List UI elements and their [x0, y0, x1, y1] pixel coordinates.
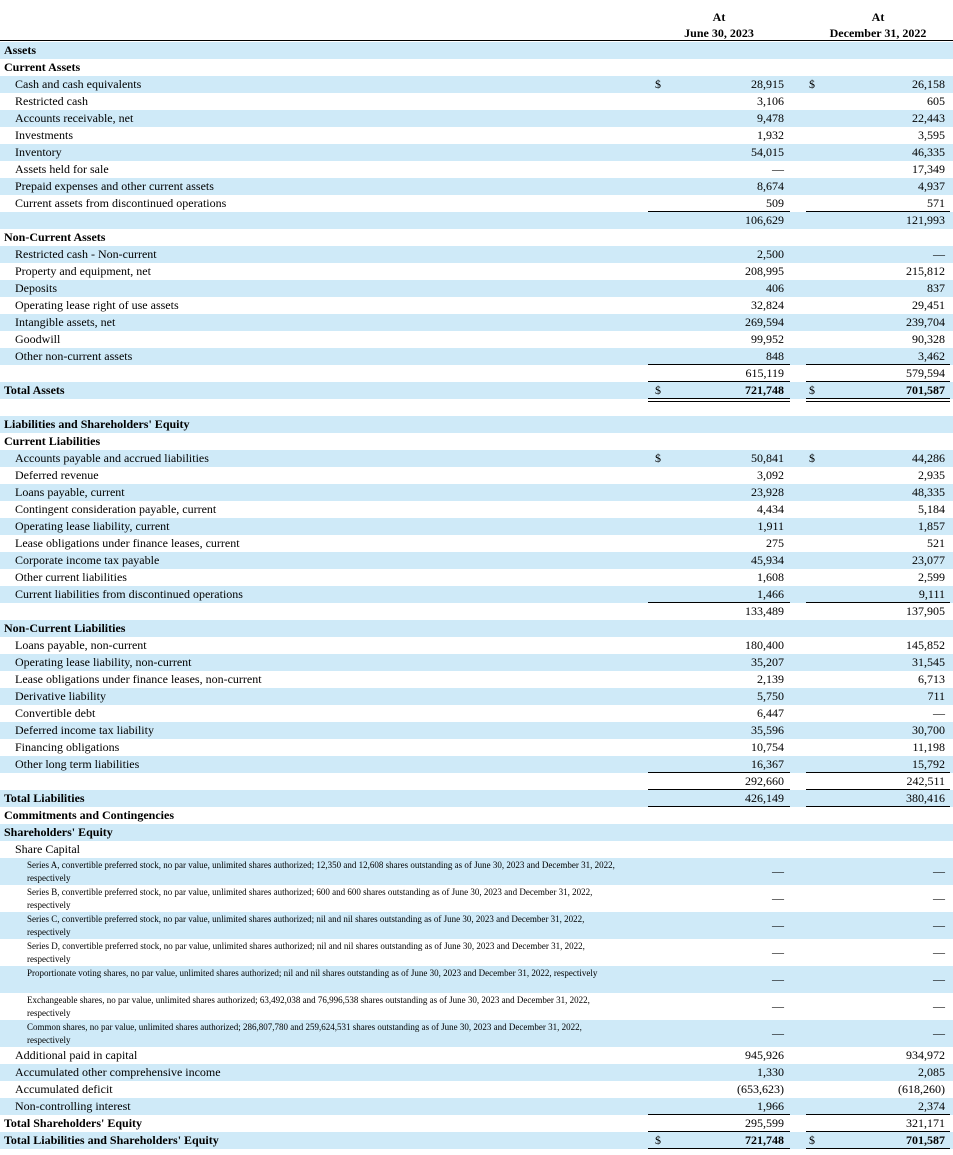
value-december-2022: —	[933, 891, 945, 905]
row-label: Loans payable, current	[15, 485, 125, 499]
row-label: Current assets from discontinued operations	[15, 196, 227, 210]
value-december-2022: 22,443	[912, 111, 945, 125]
row-restricted-cash	[0, 93, 953, 110]
row-label: Total Liabilities	[4, 791, 85, 805]
section-heading-liabilities-and-equity	[0, 416, 953, 433]
value-june-2023: 945,926	[745, 1048, 784, 1062]
currency-symbol: $	[809, 383, 815, 397]
row-deposits	[0, 280, 953, 297]
value-june-2023: 35,596	[751, 723, 784, 737]
row-deferred-revenue	[0, 467, 953, 484]
currency-symbol: $	[655, 451, 661, 465]
row-label: Prepaid expenses and other current assets	[15, 179, 214, 193]
value-june-2023: —	[772, 162, 784, 176]
row-label: Contingent consideration payable, current	[15, 502, 217, 516]
row-operating-lease-rou-assets	[0, 297, 953, 314]
value-june-2023: 721,748	[745, 383, 784, 397]
row-accounts-payable	[0, 450, 953, 467]
column-header-at-label: At	[871, 10, 885, 24]
row-label: Exchangeable shares, no par value, unlimited shares authorized; 63,492,038 and 76,996,538 shares outstanding as of June 30, 2023 and December 31, 2022, respectively	[27, 995, 590, 1018]
row-label: Series B, convertible preferred stock, no par value, unlimited shares authorized; 600 and 600 shares outstanding as of June 30, 2023 and December 31, 2022, respectively	[27, 887, 593, 910]
row-prepaid-expenses	[0, 178, 953, 195]
value-december-2022: (618,260)	[898, 1082, 945, 1096]
value-june-2023: 133,489	[745, 604, 784, 618]
row-label: Series A, convertible preferred stock, no par value, unlimited shares authorized; 12,350 and 12,608 shares outstanding as of June 30, 2023 and December 31, 2022, respectively	[27, 860, 615, 883]
row-label: Deferred revenue	[15, 468, 99, 482]
value-june-2023: 28,915	[751, 77, 784, 91]
value-june-2023: —	[772, 918, 784, 932]
row-total-shareholders-equity	[0, 1115, 953, 1132]
row-label: Additional paid in capital	[15, 1048, 138, 1062]
row-label: Operating lease right of use assets	[15, 298, 179, 312]
column-header-december-2022	[806, 9, 950, 41]
row-label: Total Liabilities and Shareholders' Equity	[4, 1133, 219, 1147]
row-label: Assets	[4, 43, 36, 57]
row-label: Restricted cash - Non-current	[15, 247, 157, 261]
value-december-2022: —	[933, 1026, 945, 1040]
value-december-2022: 121,993	[906, 213, 945, 227]
row-label: Convertible debt	[15, 706, 96, 720]
value-december-2022: —	[933, 999, 945, 1013]
value-june-2023: 180,400	[745, 638, 784, 652]
value-december-2022: 137,905	[906, 604, 945, 618]
row-label: Financing obligations	[15, 740, 120, 754]
row-current-assets-discontinued	[0, 195, 953, 212]
row-series-a-preferred	[0, 858, 953, 885]
currency-symbol: $	[655, 77, 661, 91]
column-header	[0, 9, 953, 41]
value-december-2022: 44,286	[912, 451, 945, 465]
value-june-2023: 10,754	[751, 740, 784, 754]
row-additional-paid-in-capital	[0, 1047, 953, 1064]
value-december-2022: 934,972	[906, 1048, 945, 1062]
value-december-2022: 15,792	[912, 757, 945, 771]
row-label: Commitments and Contingencies	[4, 808, 174, 822]
row-label: Current liabilities from discontinued operations	[15, 587, 243, 601]
value-december-2022: 521	[927, 536, 945, 550]
row-finance-lease-non-current	[0, 671, 953, 688]
value-june-2023: 3,106	[757, 94, 784, 108]
row-finance-lease-current	[0, 535, 953, 552]
value-june-2023: 32,824	[751, 298, 784, 312]
value-december-2022: 321,171	[906, 1116, 945, 1130]
value-june-2023: 23,928	[751, 485, 784, 499]
value-june-2023: 106,629	[745, 213, 784, 227]
value-december-2022: 380,416	[906, 791, 945, 805]
value-december-2022: 701,587	[906, 383, 945, 397]
row-label: Accounts receivable, net	[15, 111, 134, 125]
value-december-2022: 239,704	[906, 315, 945, 329]
row-label: Non-Current Assets	[4, 230, 106, 244]
subsection-heading-current-assets	[0, 59, 953, 76]
value-june-2023: 5,750	[757, 689, 784, 703]
value-june-2023: 269,594	[745, 315, 784, 329]
row-label: Total Assets	[4, 383, 65, 397]
row-label: Property and equipment, net	[15, 264, 151, 278]
value-december-2022: 2,085	[918, 1065, 945, 1079]
value-june-2023: 6,447	[757, 706, 784, 720]
spacer-row	[0, 399, 953, 416]
row-total-assets	[0, 382, 953, 399]
row-contingent-consideration	[0, 501, 953, 518]
row-cash-and-cash-equivalents	[0, 76, 953, 93]
value-december-2022: 2,935	[918, 468, 945, 482]
value-june-2023: —	[772, 972, 784, 986]
row-label: Intangible assets, net	[15, 315, 116, 329]
value-december-2022: —	[933, 706, 945, 720]
value-december-2022: 242,511	[906, 774, 945, 788]
value-june-2023: —	[772, 891, 784, 905]
row-proportionate-voting-shares	[0, 966, 953, 993]
value-june-2023: —	[772, 1026, 784, 1040]
currency-symbol: $	[655, 383, 661, 397]
row-label: Series D, convertible preferred stock, no par value, unlimited shares authorized; nil and nil shares outstanding as of June 30, 2023 and December 31, 2022, respectively	[27, 941, 585, 964]
row-commitments-and-contingencies	[0, 807, 953, 824]
row-total-liabilities	[0, 790, 953, 807]
value-december-2022: 4,937	[918, 179, 945, 193]
row-label: Investments	[15, 128, 73, 142]
underline	[648, 1148, 790, 1149]
row-label: Other non-current assets	[15, 349, 133, 363]
value-june-2023: 615,119	[745, 366, 784, 380]
value-june-2023: 1,966	[757, 1099, 784, 1113]
value-december-2022: —	[933, 864, 945, 878]
row-deferred-income-tax	[0, 722, 953, 739]
row-label: Assets held for sale	[15, 162, 109, 176]
value-june-2023: —	[772, 864, 784, 878]
value-june-2023: 292,660	[745, 774, 784, 788]
value-december-2022: 2,374	[918, 1099, 945, 1113]
value-june-2023: (653,623)	[737, 1082, 784, 1096]
row-current-liabilities-subtotal	[0, 603, 953, 620]
row-label: Loans payable, non-current	[15, 638, 147, 652]
value-december-2022: 579,594	[906, 366, 945, 380]
subsection-heading-current-liabilities	[0, 433, 953, 450]
row-accounts-receivable	[0, 110, 953, 127]
value-december-2022: 605	[927, 94, 945, 108]
value-december-2022: 29,451	[912, 298, 945, 312]
row-accumulated-deficit	[0, 1081, 953, 1098]
row-common-shares	[0, 1020, 953, 1047]
value-june-2023: 35,207	[751, 655, 784, 669]
row-total-liabilities-and-equity	[0, 1132, 953, 1149]
value-december-2022: 30,700	[912, 723, 945, 737]
row-exchangeable-shares	[0, 993, 953, 1020]
value-june-2023: 426,149	[745, 791, 784, 805]
value-december-2022: 145,852	[906, 638, 945, 652]
value-december-2022: 1,857	[918, 519, 945, 533]
value-june-2023: 1,330	[757, 1065, 784, 1079]
value-june-2023: 208,995	[745, 264, 784, 278]
section-heading-assets	[0, 42, 953, 59]
value-june-2023: 99,952	[751, 332, 784, 346]
row-loans-payable-non-current	[0, 637, 953, 654]
row-accumulated-other-comprehensive-income	[0, 1064, 953, 1081]
value-june-2023: 45,934	[751, 553, 784, 567]
statement-rows	[0, 42, 953, 1149]
row-label: Liabilities and Shareholders' Equity	[4, 417, 190, 431]
value-june-2023: —	[772, 945, 784, 959]
row-label: Non-controlling interest	[15, 1099, 131, 1113]
row-label: Goodwill	[15, 332, 61, 346]
row-assets-held-for-sale	[0, 161, 953, 178]
value-december-2022: 31,545	[912, 655, 945, 669]
row-label: Accumulated deficit	[15, 1082, 113, 1096]
row-series-c-preferred	[0, 912, 953, 939]
value-june-2023: 406	[766, 281, 784, 295]
row-other-long-term-liabilities	[0, 756, 953, 773]
value-december-2022: 3,595	[918, 128, 945, 142]
row-label: Deferred income tax liability	[15, 723, 154, 737]
row-derivative-liability	[0, 688, 953, 705]
value-june-2023: 50,841	[751, 451, 784, 465]
column-header-at-label: At	[712, 10, 726, 24]
row-label: Operating lease liability, non-current	[15, 655, 192, 669]
value-june-2023: 848	[766, 349, 784, 363]
row-investments	[0, 127, 953, 144]
value-december-2022: 9,111	[918, 587, 945, 601]
row-non-controlling-interest	[0, 1098, 953, 1115]
row-current-assets-subtotal	[0, 212, 953, 229]
row-label: Deposits	[15, 281, 57, 295]
value-december-2022: —	[933, 918, 945, 932]
row-label: Share Capital	[15, 842, 80, 856]
column-header-date: June 30, 2023	[684, 26, 754, 40]
column-header-june-2023	[648, 9, 790, 41]
row-label: Shareholders' Equity	[4, 825, 113, 839]
row-inventory	[0, 144, 953, 161]
subsection-heading-share-capital	[0, 841, 953, 858]
row-label: Lease obligations under finance leases, current	[15, 536, 240, 550]
row-corporate-income-tax	[0, 552, 953, 569]
row-label: Cash and cash equivalents	[15, 77, 142, 91]
row-label: Total Shareholders' Equity	[4, 1116, 143, 1130]
value-june-2023: 1,911	[757, 519, 784, 533]
subsection-heading-shareholders-equity	[0, 824, 953, 841]
value-december-2022: 701,587	[906, 1133, 945, 1147]
value-june-2023: 295,599	[745, 1116, 784, 1130]
row-convertible-debt	[0, 705, 953, 722]
value-december-2022: 11,198	[912, 740, 945, 754]
column-header-date: December 31, 2022	[829, 26, 927, 40]
row-label: Accumulated other comprehensive income	[15, 1065, 221, 1079]
row-loans-payable-current	[0, 484, 953, 501]
value-december-2022: 23,077	[912, 553, 945, 567]
value-december-2022: 3,462	[918, 349, 945, 363]
value-december-2022: 215,812	[906, 264, 945, 278]
value-june-2023: 3,092	[757, 468, 784, 482]
row-label: Non-Current Liabilities	[4, 621, 126, 635]
value-june-2023: 2,500	[757, 247, 784, 261]
row-restricted-cash-non-current	[0, 246, 953, 263]
row-label: Lease obligations under finance leases, non-current	[15, 672, 262, 686]
value-december-2022: —	[933, 972, 945, 986]
currency-symbol: $	[809, 77, 815, 91]
row-current-liabilities-discontinued	[0, 586, 953, 603]
row-intangible-assets	[0, 314, 953, 331]
value-june-2023: 1,932	[757, 128, 784, 142]
value-december-2022: 46,335	[912, 145, 945, 159]
row-non-current-assets-subtotal	[0, 365, 953, 382]
value-december-2022: 48,335	[912, 485, 945, 499]
row-other-non-current-assets	[0, 348, 953, 365]
value-december-2022: 571	[927, 196, 945, 210]
value-december-2022: 26,158	[912, 77, 945, 91]
value-december-2022: 711	[927, 689, 945, 703]
value-december-2022: —	[933, 945, 945, 959]
subsection-heading-non-current-liabilities	[0, 620, 953, 637]
subsection-heading-non-current-assets	[0, 229, 953, 246]
row-goodwill	[0, 331, 953, 348]
value-december-2022: —	[933, 247, 945, 261]
value-december-2022: 837	[927, 281, 945, 295]
row-label: Derivative liability	[15, 689, 106, 703]
currency-symbol: $	[809, 1133, 815, 1147]
value-june-2023: 1,608	[757, 570, 784, 584]
value-june-2023: 1,466	[757, 587, 784, 601]
row-label: Proportionate voting shares, no par value, unlimited shares authorized; nil and nil shares outstanding as of June 30, 2023 and December 31, 2022, respectively	[27, 968, 598, 978]
value-june-2023: 4,434	[757, 502, 784, 516]
value-december-2022: 90,328	[912, 332, 945, 346]
row-other-current-liabilities	[0, 569, 953, 586]
row-label: Restricted cash	[15, 94, 88, 108]
row-label: Series C, convertible preferred stock, no par value, unlimited shares authorized; nil and nil shares outstanding as of June 30, 2023 and December 31, 2022, respectively	[27, 914, 585, 937]
value-june-2023: 8,674	[757, 179, 784, 193]
row-operating-lease-liability-non-current	[0, 654, 953, 671]
value-june-2023: 9,478	[757, 111, 784, 125]
row-label: Corporate income tax payable	[15, 553, 160, 567]
value-june-2023: 721,748	[745, 1133, 784, 1147]
row-financing-obligations	[0, 739, 953, 756]
value-june-2023: 275	[766, 536, 784, 550]
value-december-2022: 5,184	[918, 502, 945, 516]
underline	[806, 1148, 950, 1149]
currency-symbol: $	[809, 451, 815, 465]
value-june-2023: 509	[766, 196, 784, 210]
row-label: Inventory	[15, 145, 62, 159]
row-series-d-preferred	[0, 939, 953, 966]
row-series-b-preferred	[0, 885, 953, 912]
currency-symbol: $	[655, 1133, 661, 1147]
row-operating-lease-liability-current	[0, 518, 953, 535]
row-label: Operating lease liability, current	[15, 519, 170, 533]
row-label: Current Assets	[4, 60, 81, 74]
header-rule	[0, 40, 953, 41]
value-december-2022: 17,349	[912, 162, 945, 176]
row-non-current-liabilities-subtotal	[0, 773, 953, 790]
value-december-2022: 6,713	[918, 672, 945, 686]
row-property-and-equipment	[0, 263, 953, 280]
row-label: Other long term liabilities	[15, 757, 140, 771]
value-december-2022: 2,599	[918, 570, 945, 584]
value-june-2023: —	[772, 999, 784, 1013]
value-june-2023: 54,015	[751, 145, 784, 159]
row-label: Accounts payable and accrued liabilities	[15, 451, 209, 465]
row-label: Other current liabilities	[15, 570, 127, 584]
row-label: Common shares, no par value, unlimited shares authorized; 286,807,780 and 259,624,531 shares outstanding as of June 30, 2023 and December 31, 2022, respectively	[27, 1022, 582, 1045]
value-june-2023: 16,367	[751, 757, 784, 771]
row-label: Current Liabilities	[4, 434, 101, 448]
value-june-2023: 2,139	[757, 672, 784, 686]
